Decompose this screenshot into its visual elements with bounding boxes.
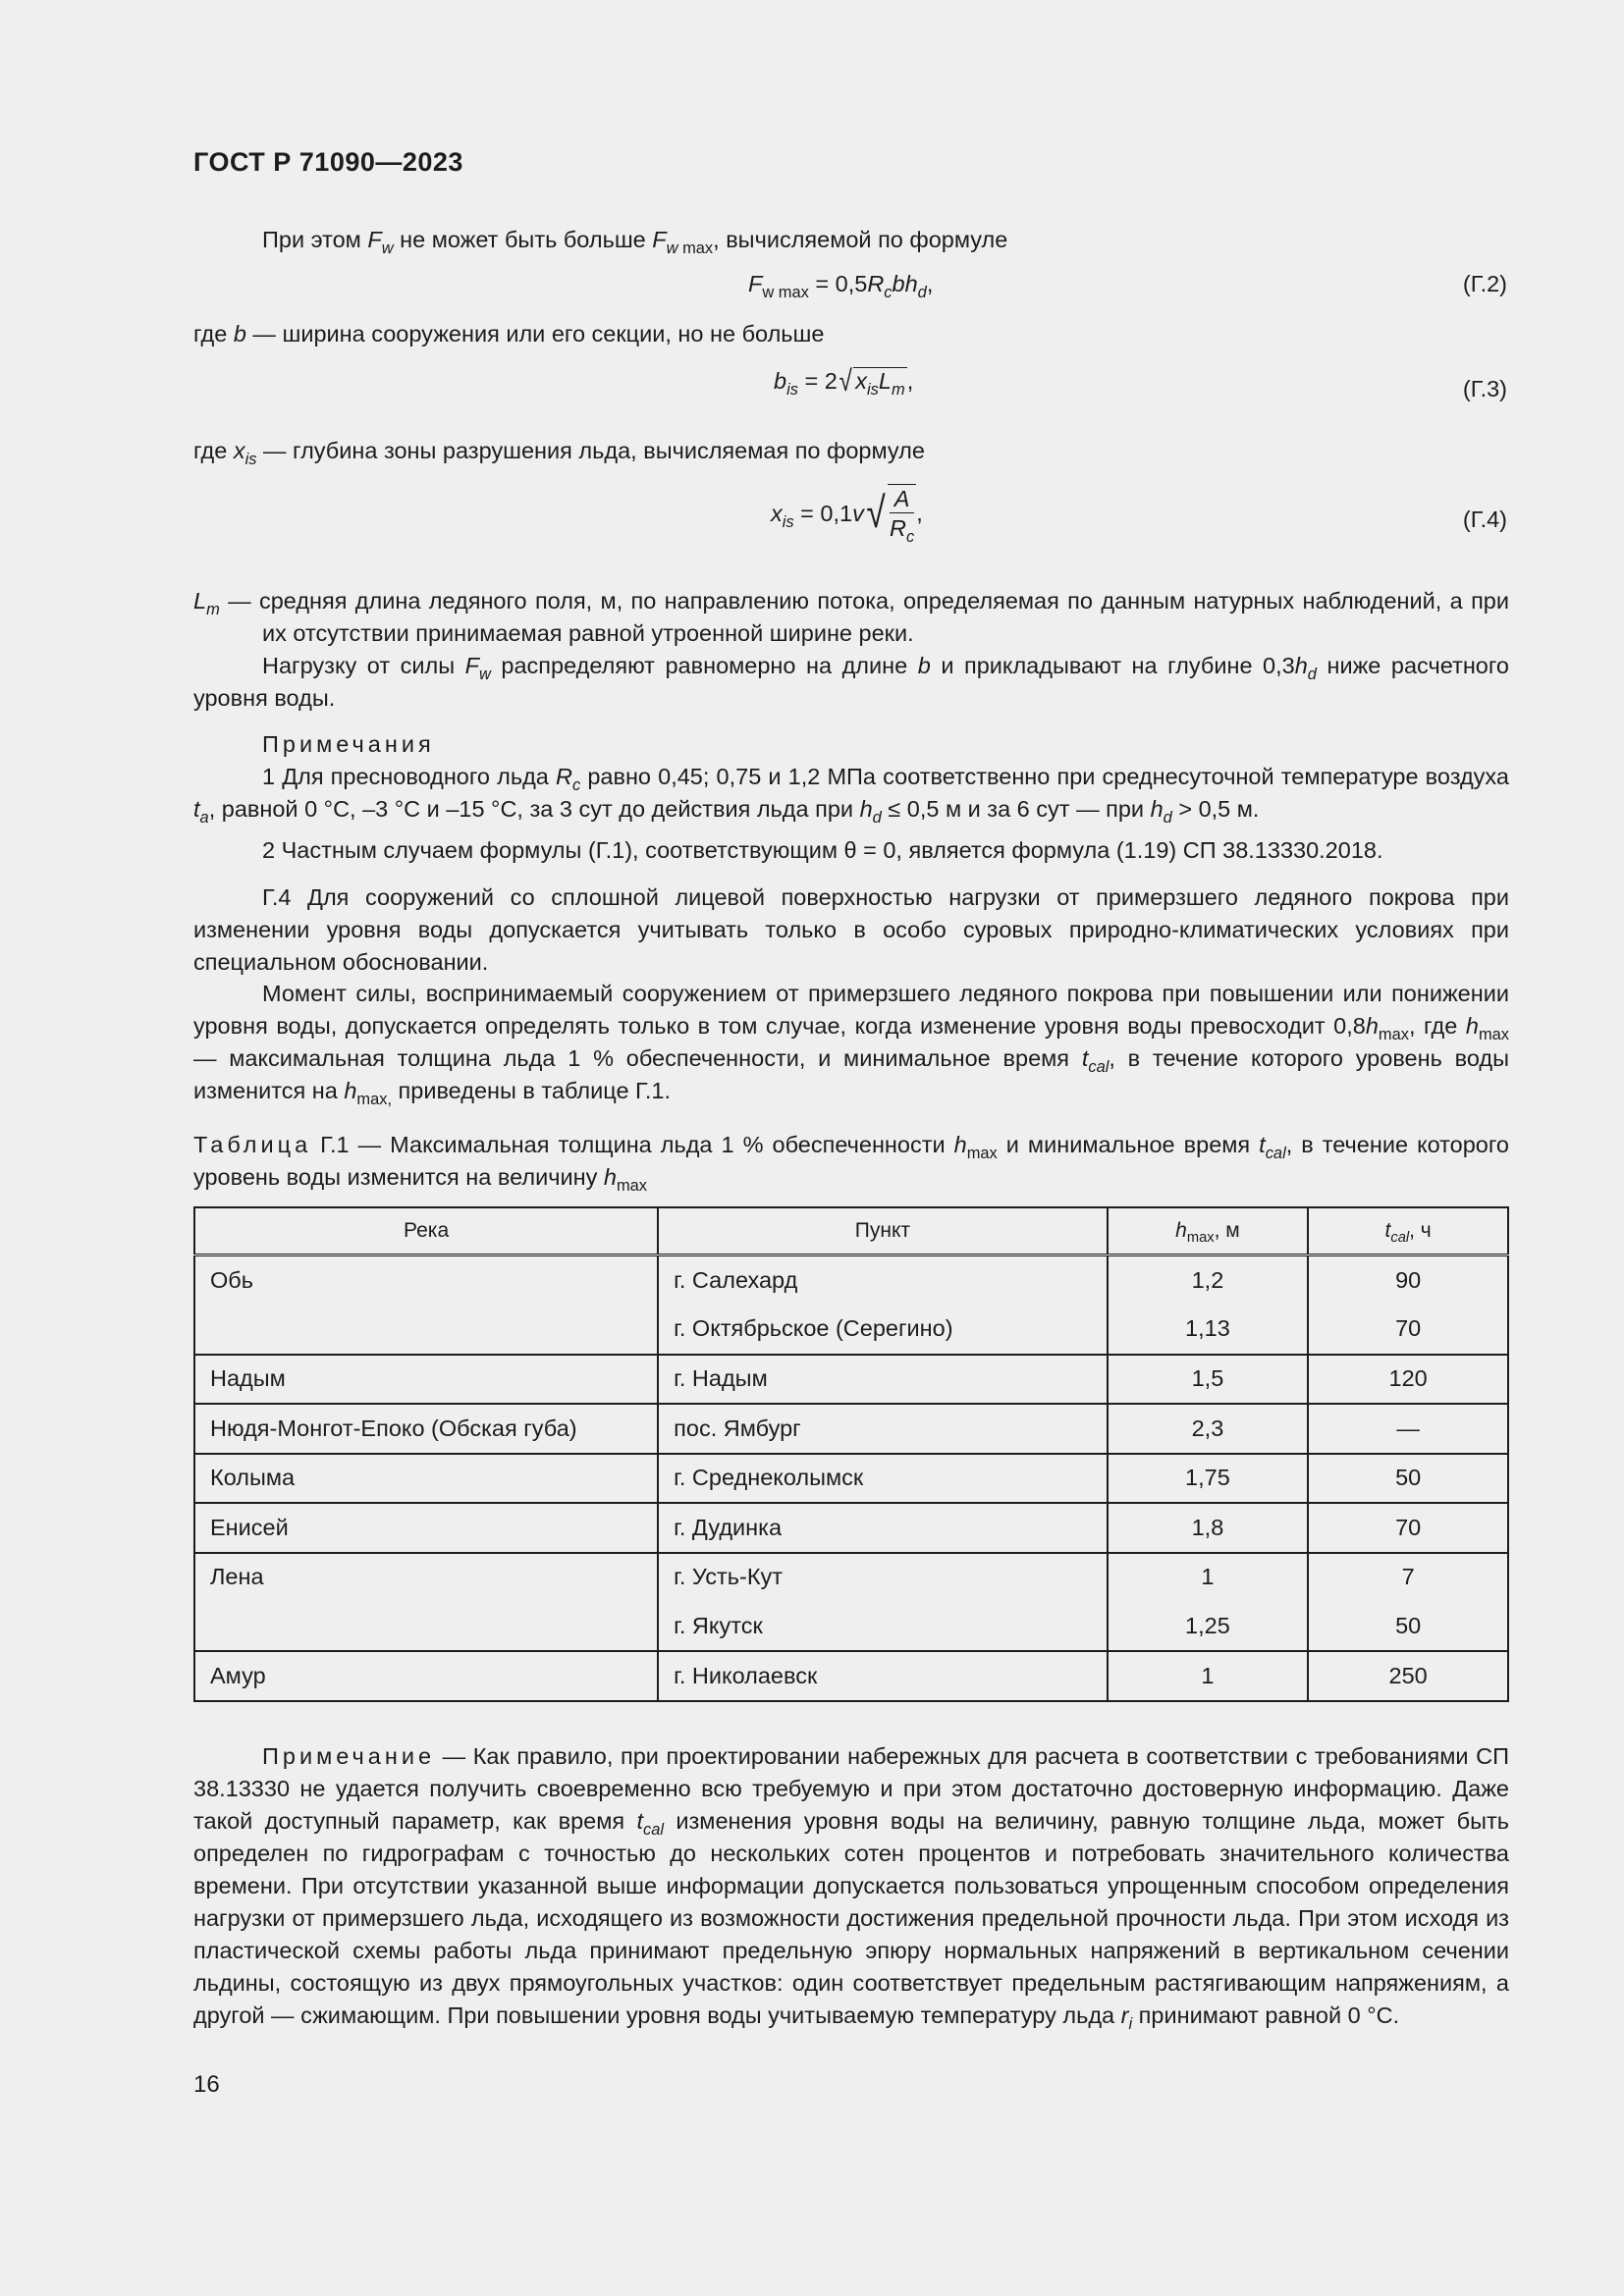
table-row: Нюдя-Монгот-Епоко (Обская губа) пос. Ямбург 2,3 —	[194, 1404, 1508, 1454]
note-1: 1 Для пресноводного льда $R_c$ равно 0,45; 0,75 и 1,2 МПа соответственно при среднесуточной температуре воздуха $t_a$, равной 0 °С, –3 °С и –15 °С, за 3 сут до действия льда при $h_d \le 0,5$ м и за 6 сут — при $h_d > 0,5$ м.	[193, 764, 1509, 827]
table-row: г. Октябрьское (Серегино) 1,13 70	[194, 1305, 1508, 1355]
page-number: 16	[193, 2071, 220, 2098]
paragraph-lm-definition: $L_m$ — средняя длина ледяного поля, м, по направлению потока, определяемая по данным натурных наблюдений, а при их отсутствии принимаемая равной утроенной ширине реки.	[193, 588, 1509, 646]
formula-g4-number: (Г.4)	[1462, 507, 1507, 532]
table-caption: Таблица Г.1 — Максимальная толщина льда 1 % обеспеченности $h_{max}$ и минимальное время $t_{cal}$, в течение которого уровень воды изменится на величину $h_{max}$	[193, 1132, 1509, 1195]
table-row: Обь г. Салехард 1,2 90	[194, 1255, 1508, 1305]
note-2: 2 Частным случаем формулы (Г.1), соответствующим θ = 0, является формула (1.19) СП 38.13330.2018.	[262, 837, 1383, 863]
formula-g2-number: (Г.2)	[1462, 271, 1507, 296]
formula-g3: $b_{is} = 2√$ $x_{is}L_m$,	[774, 365, 914, 399]
table-row: Лена г. Усть-Кут 1 7	[194, 1553, 1508, 1602]
table-row: Амур г. Николаевск 1 250	[194, 1651, 1508, 1701]
table-row: г. Якутск 1,25 50	[194, 1601, 1508, 1651]
paragraph-g4: Г.4 Для сооружений со сплошной лицевой поверхностью нагрузки от примерзшего ледяного покрова при изменении уровня воды допускается учитывать только в особо суровых природно-климатических условиях при специальном обосновании.	[193, 884, 1509, 975]
paragraph-b-definition: где b — ширина сооружения или его секции, но не больше	[193, 321, 825, 347]
final-note: Примечание — Как правило, при проектировании набережных для расчета в соответствии с требованиями СП 38.13330 не удается получить своевременно всю требуемую и при этом достаточно достоверную информацию. Даже такой доступный параметр, как время $t_{cal}$ изменения уровня воды на величину, равную толщине льда, может быть определен по гидрографам с точностью до нескольких сотен процентов и потребовать значительного количества времени. При отсутствии указанной выше информации допускается пользоваться упрощенным способом определения нагрузки от примерзшего льда, исходящего из возможности достижения предельной прочности льда. При этом исходя из пластической схемы работы льда принимают предельную эпюру нормальных напряжений в вертикальном сечении льдины, состоящую из двух прямоугольных участков: один соответствует предельным растягивающим напряжениям, а другой — сжимающим. При повышении уровня воды учитываемую температуру льда $r_i$ принимают равной 0 °С.	[193, 1743, 1509, 2033]
paragraph-load-distribution: Нагрузку от силы $F_w$ распределяют равномерно на длине b и прикладывают на глубине $0,3h_d$ ниже расчетного уровня воды.	[193, 653, 1509, 711]
table-header-row	[194, 1207, 1508, 1255]
header-river: Река	[194, 1207, 658, 1255]
paragraph-fw-limit: При этом $F_w$ не может быть больше $F_{w max}$, вычисляемой по формуле	[262, 227, 1008, 257]
formula-g3-number: (Г.3)	[1462, 376, 1507, 401]
header-tcal: $t_{cal}$, ч	[1308, 1207, 1508, 1255]
ice-thickness-table	[193, 1206, 1509, 1702]
notes-title: Примечания	[262, 731, 435, 757]
document-code-header: ГОСТ Р 71090—2023	[193, 147, 463, 177]
paragraph-moment: Момент силы, воспринимаемый сооружением от примерзшего ледяного покрова при повышении или понижении уровня воды, допускается определять только в том случае, когда изменение уровня воды превосходит $0,8h_{max}$, где $h_{max}$ — максимальная толщина льда 1 % обеспеченности, и минимальное время $t_{cal}$, в течение которого уровень воды изменится на $h_{max,}$ приведены в таблице Г.1.	[193, 981, 1509, 1108]
paragraph-xis-definition: где $x_{is}$ — глубина зоны разрушения льда, вычисляемая по формуле	[193, 438, 925, 468]
header-point: Пункт	[658, 1207, 1107, 1255]
table-row: Колыма г. Среднеколымск 1,75 50	[194, 1454, 1508, 1504]
header-hmax: $h_{max}$, м	[1108, 1207, 1309, 1255]
formula-g4: $x_{is} = 0,1v√$ $\frac{A}{R_c}$ ,	[771, 486, 923, 546]
table-row: Енисей г. Дудинка 1,8 70	[194, 1503, 1508, 1553]
table-row: Надым г. Надым 1,5 120	[194, 1355, 1508, 1405]
formula-g2: $F_{w max} = 0,5R_cbh_d$,	[748, 271, 934, 301]
